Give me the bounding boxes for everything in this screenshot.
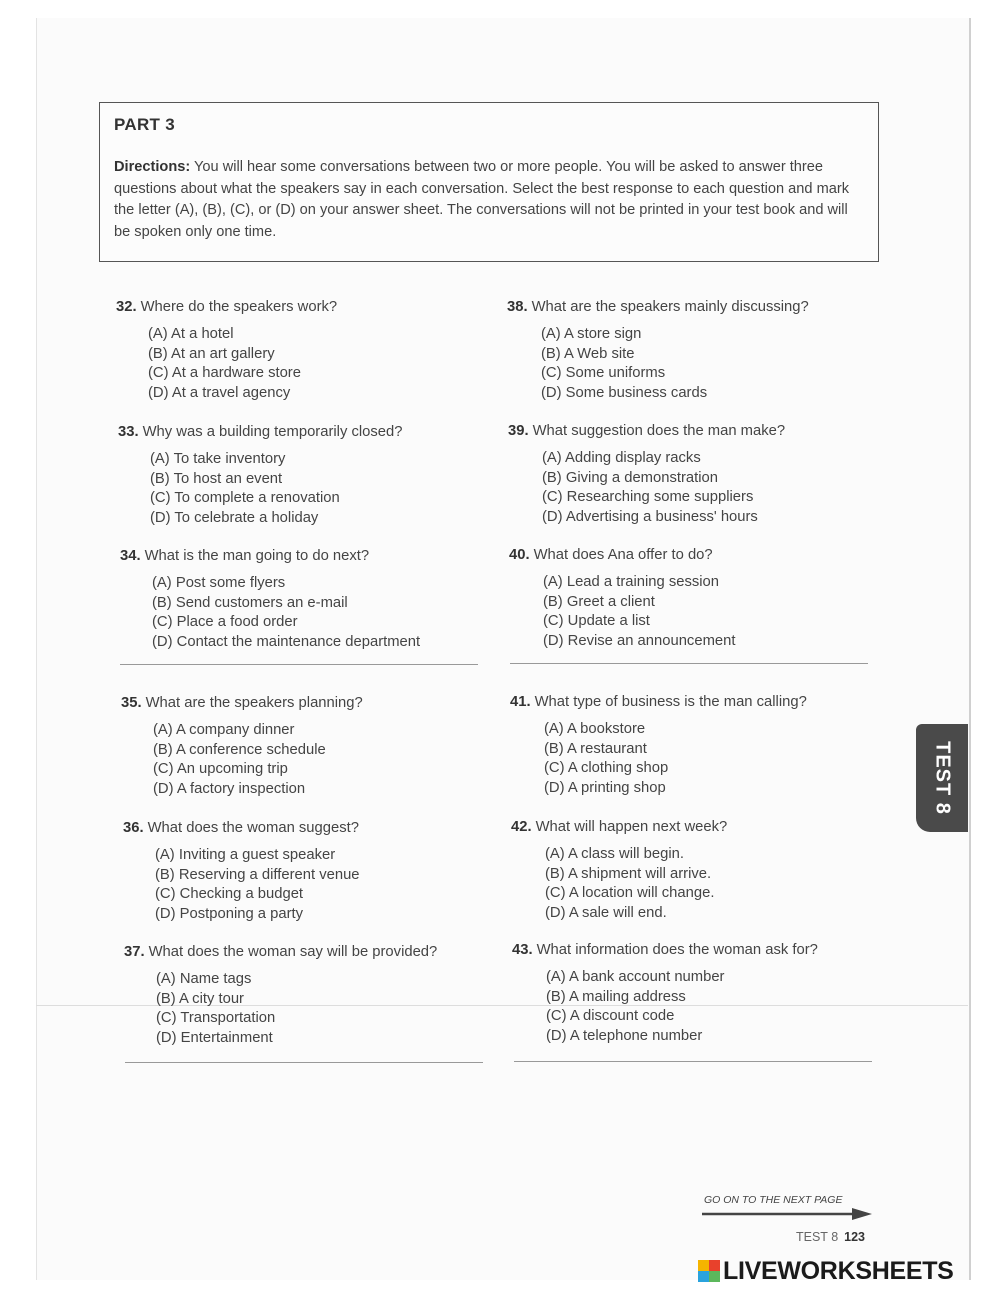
- option-d[interactable]: (D) A telephone number: [546, 1027, 703, 1044]
- option-a[interactable]: (A) Post some flyers: [152, 575, 286, 591]
- question-number: 41.: [510, 694, 531, 710]
- option-c[interactable]: (C) An upcoming trip: [153, 761, 288, 777]
- option-a[interactable]: (A) A store sign: [541, 326, 642, 342]
- footer-test-label: TEST 8: [796, 1230, 839, 1244]
- liveworksheets-grid-icon: [698, 1260, 720, 1282]
- question-stem: Where do the speakers work?: [140, 299, 338, 315]
- liveworksheets-logo: [698, 1256, 954, 1286]
- option-b[interactable]: (B) Reserving a different venue: [155, 866, 360, 883]
- page-footer: [796, 1230, 865, 1244]
- option-a[interactable]: (A) Inviting a guest speaker: [155, 847, 336, 863]
- directions-label: Directions:: [114, 159, 191, 175]
- directions-paragraph: [114, 157, 864, 243]
- option-a[interactable]: (A) At a hotel: [148, 326, 234, 342]
- question-43: [512, 942, 818, 1046]
- option-a[interactable]: (A) A bank account number: [546, 969, 725, 985]
- question-stem: What suggestion does the man make?: [532, 423, 786, 439]
- question-stem: What information does the woman ask for?: [536, 942, 818, 958]
- test-side-tab: [916, 724, 968, 832]
- option-b[interactable]: (B) A conference schedule: [153, 741, 326, 758]
- section-divider: [125, 1062, 483, 1063]
- option-d[interactable]: (D) A factory inspection: [153, 780, 306, 797]
- option-d[interactable]: (D) Postponing a party: [155, 905, 304, 922]
- question-34: [120, 548, 420, 652]
- go-on-next-page-label: GO ON TO THE NEXT PAGE: [704, 1194, 843, 1206]
- option-c[interactable]: (C) A discount code: [546, 1008, 675, 1024]
- option-c[interactable]: (C) A location will change.: [545, 885, 715, 901]
- option-d[interactable]: (D) At a travel agency: [148, 384, 291, 401]
- page-number: 123: [844, 1230, 866, 1244]
- right-arrow-icon: [702, 1208, 872, 1220]
- option-d[interactable]: (D) A printing shop: [544, 779, 666, 796]
- option-c[interactable]: (C) To complete a renovation: [150, 490, 340, 506]
- option-c[interactable]: (C) A clothing shop: [544, 760, 669, 776]
- question-number: 38.: [507, 299, 528, 315]
- option-b[interactable]: (B) A city tour: [156, 990, 244, 1007]
- directions-text: You will hear some conversations between two or more people. You will be asked to answer three questions about what the speakers say in each conversation. Select the best response to each question and mark the letter (A), (B), (C), or (D) on your answer sheet. The conversations will not be printed in your test book and will be spoken only one time.: [114, 159, 850, 240]
- option-d[interactable]: (D) Revise an announcement: [543, 632, 736, 649]
- option-d[interactable]: (D) Some business cards: [541, 384, 708, 401]
- option-b[interactable]: (B) At an art gallery: [148, 345, 275, 362]
- question-number: 37.: [124, 944, 145, 960]
- option-b[interactable]: (B) A Web site: [541, 345, 635, 362]
- question-number: 36.: [123, 820, 144, 836]
- option-b[interactable]: (B) Giving a demonstration: [542, 469, 718, 486]
- option-c[interactable]: (C) Checking a budget: [155, 886, 304, 902]
- option-a[interactable]: (A) A company dinner: [153, 722, 295, 738]
- question-number: 32.: [116, 299, 137, 315]
- question-32: [116, 299, 337, 403]
- question-number: 35.: [121, 695, 142, 711]
- option-b[interactable]: (B) Greet a client: [543, 593, 655, 610]
- question-35: [121, 695, 363, 799]
- question-41: [510, 694, 807, 798]
- question-stem: What are the speakers mainly discussing?: [531, 299, 809, 315]
- question-38: [507, 299, 809, 403]
- question-number: 34.: [120, 548, 141, 564]
- section-divider: [510, 663, 868, 664]
- question-42: [511, 819, 727, 923]
- directions-box: [99, 102, 879, 262]
- question-stem: What will happen next week?: [535, 819, 728, 835]
- question-33: [118, 424, 402, 528]
- question-stem: What does the woman suggest?: [147, 820, 359, 836]
- question-number: 33.: [118, 424, 139, 440]
- test-side-tab-label: TEST 8: [931, 741, 954, 815]
- question-stem: What does the woman say will be provided?: [148, 944, 438, 960]
- option-a[interactable]: (A) A bookstore: [544, 721, 646, 737]
- option-a[interactable]: (A) Lead a training session: [543, 574, 720, 590]
- option-b[interactable]: (B) Send customers an e-mail: [152, 594, 348, 611]
- option-b[interactable]: (B) A shipment will arrive.: [545, 865, 712, 882]
- option-c[interactable]: (C) At a hardware store: [148, 365, 301, 381]
- question-number: 43.: [512, 942, 533, 958]
- option-a[interactable]: (A) To take inventory: [150, 451, 286, 467]
- option-d[interactable]: (D) Contact the maintenance department: [152, 633, 421, 650]
- option-a[interactable]: (A) Name tags: [156, 971, 252, 987]
- liveworksheets-wordmark: LIVEWORKSHEETS: [723, 1256, 954, 1285]
- option-c[interactable]: (C) Researching some suppliers: [542, 489, 754, 505]
- question-stem: Why was a building temporarily closed?: [142, 424, 403, 440]
- option-b[interactable]: (B) To host an event: [150, 470, 283, 487]
- option-d[interactable]: (D) Entertainment: [156, 1029, 273, 1046]
- option-c[interactable]: (C) Place a food order: [152, 614, 298, 630]
- question-40: [509, 547, 735, 651]
- option-d[interactable]: (D) Advertising a business' hours: [542, 508, 758, 525]
- option-c[interactable]: (C) Transportation: [156, 1010, 276, 1026]
- question-36: [123, 820, 360, 924]
- question-39: [508, 423, 785, 527]
- question-number: 40.: [509, 547, 530, 563]
- question-stem: What are the speakers planning?: [145, 695, 363, 711]
- section-divider: [120, 664, 478, 665]
- option-a[interactable]: (A) A class will begin.: [545, 846, 684, 862]
- question-stem: What type of business is the man calling?: [534, 694, 807, 710]
- part-title: PART 3: [114, 115, 175, 134]
- question-stem: What does Ana offer to do?: [533, 547, 713, 563]
- question-number: 42.: [511, 819, 532, 835]
- question-number: 39.: [508, 423, 529, 439]
- question-stem: What is the man going to do next?: [144, 548, 370, 564]
- option-b[interactable]: (B) A restaurant: [544, 740, 647, 757]
- option-d[interactable]: (D) A sale will end.: [545, 904, 667, 921]
- option-d[interactable]: (D) To celebrate a holiday: [150, 509, 319, 526]
- option-b[interactable]: (B) A mailing address: [546, 988, 686, 1005]
- option-a[interactable]: (A) Adding display racks: [542, 450, 701, 466]
- question-37: [124, 944, 437, 1048]
- option-c[interactable]: (C) Some uniforms: [541, 365, 666, 381]
- option-c[interactable]: (C) Update a list: [543, 613, 650, 629]
- section-divider: [514, 1061, 872, 1062]
